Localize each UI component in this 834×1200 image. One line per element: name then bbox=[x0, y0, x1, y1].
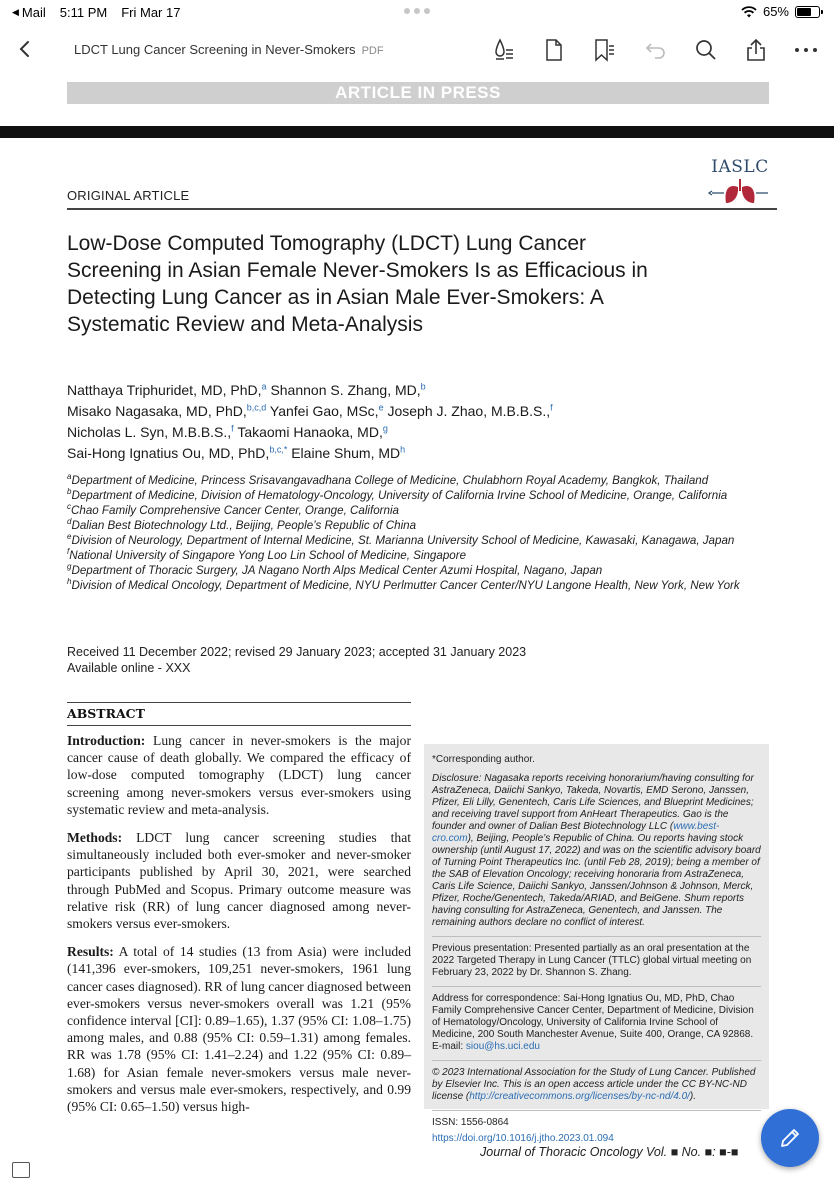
document-button[interactable] bbox=[540, 36, 568, 64]
affil-ref[interactable]: b,c,d bbox=[246, 402, 267, 413]
wifi-icon bbox=[741, 6, 757, 18]
pdf-page bbox=[0, 72, 834, 1200]
abstract-body bbox=[67, 732, 411, 1126]
affiliation: $^g$Department of Thoracic Surgery, JA Nagano North Alps Medical Center Azumi Hospital, Nagano, Japan bbox=[67, 562, 603, 577]
lungs-logo-icon bbox=[704, 177, 776, 207]
abstract-rule-bottom bbox=[67, 725, 411, 726]
author[interactable]: Yanfei Gao, MSc, bbox=[269, 403, 379, 419]
author[interactable]: Nicholas L. Syn, M.B.B.S., bbox=[67, 424, 232, 440]
status-time: 5:11 PM bbox=[59, 5, 108, 20]
affil-ref[interactable]: f bbox=[231, 423, 234, 434]
undo-icon bbox=[644, 40, 668, 60]
author[interactable]: Shannon S. Zhang, MD, bbox=[270, 382, 421, 398]
bookmark-icon bbox=[593, 38, 615, 62]
affiliation: $^b$Department of Medicine, Division of Hematology-Oncology, University of California Irvine School of Medicine, Orange, California bbox=[67, 487, 728, 502]
affil-ref[interactable]: b,c,* bbox=[269, 444, 288, 455]
logo-divider bbox=[67, 208, 777, 210]
author[interactable]: Natthaya Triphuridet, MD, PhD, bbox=[67, 382, 262, 398]
pencil-icon bbox=[778, 1126, 802, 1150]
more-button[interactable] bbox=[792, 36, 820, 64]
correspondence-address: Address for correspondence: Sai-Hong Ignatius Ou, MD, PhD, Chao Family Comprehensive Cancer Center, Department of Medicine, Division of Hematology/Oncology, University of California Irvine School of Medicine, 200 South Manchester Avenue, Suite 400, Orange, CA 92868. E-mail: siou@hs.uci.edu bbox=[432, 993, 754, 1052]
battery-icon bbox=[795, 6, 820, 18]
publication-dates bbox=[67, 645, 526, 676]
undo-button[interactable] bbox=[642, 36, 670, 64]
affiliation: $^d$Dalian Best Biotechnology Ltd., Beijing, People’s Republic of China bbox=[67, 517, 417, 532]
abstract-introduction: Introduction: Lung cancer in never-smokers is the major cancer cause of death globally. We compared the efficacy of low-dose computed tomography (LDCT) lung cancer screening among never-smokers versus ever-smokers using systematic review and meta-analysis. bbox=[67, 733, 412, 817]
article-type: ORIGINAL ARTICLE bbox=[67, 188, 190, 203]
author[interactable]: Joseph J. Zhao, M.B.B.S., bbox=[387, 403, 551, 419]
received-dates: Received 11 December 2022; revised 29 January 2023; accepted 31 January 2023 bbox=[67, 645, 527, 659]
search-button[interactable] bbox=[692, 36, 720, 64]
status-bar bbox=[0, 0, 834, 24]
website-link[interactable]: www.best-cro.com bbox=[432, 821, 720, 844]
affiliation: $^f$National University of Singapore Yong Loo Lin School of Medicine, Singapore bbox=[67, 547, 467, 562]
email-link[interactable]: siou@hs.uci.edu bbox=[465, 1041, 540, 1052]
share-button[interactable] bbox=[742, 36, 770, 64]
search-icon bbox=[695, 39, 717, 61]
battery-percent: 65% bbox=[762, 4, 789, 19]
corresponding-note: *Corresponding author. bbox=[432, 754, 535, 765]
file-type-label: PDF bbox=[361, 45, 384, 57]
document-title bbox=[74, 42, 384, 57]
share-icon bbox=[745, 38, 767, 62]
annotate-button[interactable] bbox=[490, 36, 518, 64]
article-title: Low-Dose Computed Tomography (LDCT) Lung Cancer Screening in Asian Female Never-Smokers Is as Efficacious in Detecting Lung Cancer as in Asian Male Ever-Smokers: A Systematic Review and Meta-Analysis bbox=[67, 232, 648, 336]
affiliations bbox=[67, 473, 767, 593]
disclosure: Disclosure: Nagasaka reports receiving honorarium/having consulting for AstraZeneca, Daiichi Sankyo, Takeda, Novartis, EMD Serono, Janssen, Pfizer, Eli Lilly, Genentech, Caris Life Sciences, and Blueprint Medicines; and receiving travel support from AnHeart Therapeutics. Gao is the founder and owner of Dalian Best Biotechnology LLC (www.best-cro.com), Beijing, People’s Republic of China. Ou reports having stock ownership (until August 17, 2022) and was on the scientific advisory board of Turning Point Therapeutics Inc. (until Feb 28, 2019); being a member of the SAB of Elevation Oncology; receiving honoraria from AstraZeneca, Caris Life Science, Daiichi Sankyo, Janssen/Johnson & Johnson, Merck, Pfizer, Roche/Genentech, Takeda/ARIAD, and BeiGene. Shum reports having consulting for AstraZeneca, Genentech, and Janssen. The remaining authors declare no conflict of interest. bbox=[432, 773, 761, 928]
annotate-icon bbox=[493, 38, 515, 62]
back-app-label: Mail bbox=[21, 5, 46, 20]
available-online: Available online - XXX bbox=[67, 660, 191, 675]
document-title-text: LDCT Lung Cancer Screening in Never-Smokers bbox=[74, 42, 356, 57]
document-icon bbox=[544, 38, 564, 62]
license-link[interactable]: http://creativecommons.org/licenses/by-nc-nd/4.0/ bbox=[469, 1091, 690, 1102]
journal-logo bbox=[704, 157, 776, 212]
article-in-press-banner: ARTICLE IN PRESS bbox=[67, 82, 769, 104]
affiliation: $^c$Chao Family Comprehensive Cancer Center, Orange, California bbox=[67, 502, 399, 517]
footnote-box bbox=[424, 744, 769, 1144]
affiliation: $^e$Division of Neurology, Department of Internal Medicine, St. Marianna University School of Medicine, Kawasaki, Kanagawa, Japan bbox=[67, 532, 735, 547]
author[interactable]: Misako Nagasaka, MD, PhD, bbox=[67, 403, 247, 419]
abstract-heading: ABSTRACT bbox=[67, 706, 145, 721]
author[interactable]: Takaomi Hanaoka, MD, bbox=[237, 424, 383, 440]
copyright: © 2023 International Association for the Study of Lung Cancer. Published by Elsevier Inc. This is an open access article under the CC BY-NC-ND license (http://creativecommons.org/licenses/by-nc-nd/4.0/). bbox=[432, 1067, 756, 1102]
author[interactable]: Sai-Hong Ignatius Ou, MD, PhD, bbox=[67, 445, 270, 461]
back-to-app-link[interactable] bbox=[12, 5, 46, 20]
affil-ref[interactable]: a bbox=[261, 381, 267, 392]
affil-ref[interactable]: g bbox=[382, 423, 388, 434]
page-footer: Journal of Thoracic Oncology Vol. ■ No. ■: ■-■ bbox=[480, 1145, 739, 1159]
header-rule bbox=[0, 126, 834, 138]
edit-fab-button[interactable] bbox=[761, 1109, 819, 1167]
back-button[interactable] bbox=[14, 36, 36, 62]
affil-ref[interactable]: e bbox=[378, 402, 384, 413]
status-date: Fri Mar 17 bbox=[121, 5, 181, 20]
bookmark-button[interactable] bbox=[590, 36, 618, 64]
doi-link-wrap bbox=[432, 1133, 761, 1145]
abstract-results: Results: A total of 14 studies (13 from Asia) were included (141,396 ever-smokers, 109,251 never-smokers, 1961 lung cancer cases diagnosed). RR of lung cancer diagnosed between ever-smokers versus never-smokers overall was 1.21 (95% confidence interval [CI]: 0.89–1.65), 1.37 (95% CI: 1.08–1.75) among males, and 0.88 (95% CI: 0.59–1.31) among females. RR was 1.78 (95% CI: 1.41–2.24) and 1.22 (95% CI: 0.89–1.68) for Asian female never-smokers versus male never-smokers and versus male ever-smokers, respectively, and 0.99 (95% CI: 0.65–1.50) versus high- bbox=[67, 944, 411, 1115]
issn: ISSN: 1556-0864 bbox=[432, 1117, 509, 1128]
affil-ref[interactable]: f bbox=[550, 402, 553, 413]
affiliation: $^h$Division of Medical Oncology, Department of Medicine, NYU Perlmutter Cancer Center/NYU Langone Health, New York, New York bbox=[67, 577, 740, 592]
affil-ref[interactable]: h bbox=[400, 444, 406, 455]
author-list bbox=[67, 380, 707, 464]
more-icon bbox=[794, 47, 818, 53]
doi-link[interactable]: https://doi.org/10.1016/j.jtho.2023.01.094 bbox=[432, 1133, 614, 1144]
affil-ref[interactable]: b bbox=[420, 381, 426, 392]
back-icon bbox=[14, 36, 36, 62]
back-triangle-icon: ◀ bbox=[12, 7, 19, 17]
abstract-methods: Methods: LDCT lung cancer screening studies that simultaneously included both ever-smoker and never-smoker participants published by April 30, 2021, were searched through PubMed and Scopus. Primary outcome measure was relative risk (RR) of lung cancer diagnosed among never-smokers versus ever-smokers. bbox=[67, 830, 412, 932]
affiliation: $^a$Department of Medicine, Princess Srisavangavadhana College of Medicine, Chulabhorn Royal Academy, Bangkok, Thailand bbox=[67, 472, 709, 487]
author[interactable]: Elaine Shum, MD bbox=[291, 445, 401, 461]
previous-presentation: Previous presentation: Presented partially as an oral presentation at the 2022 Targeted Therapy in Lung Cancer (TTLC) global virtual meeting on February 23, 2022 by Dr. Shannon S. Zhang. bbox=[432, 943, 752, 978]
abstract-rule-top bbox=[67, 702, 411, 703]
journal-logo-text: IASLC bbox=[711, 157, 769, 177]
pdf-toolbar bbox=[0, 28, 834, 72]
page-thumbnail-icon[interactable] bbox=[12, 1162, 30, 1178]
multitasking-dots-icon[interactable] bbox=[404, 8, 430, 14]
